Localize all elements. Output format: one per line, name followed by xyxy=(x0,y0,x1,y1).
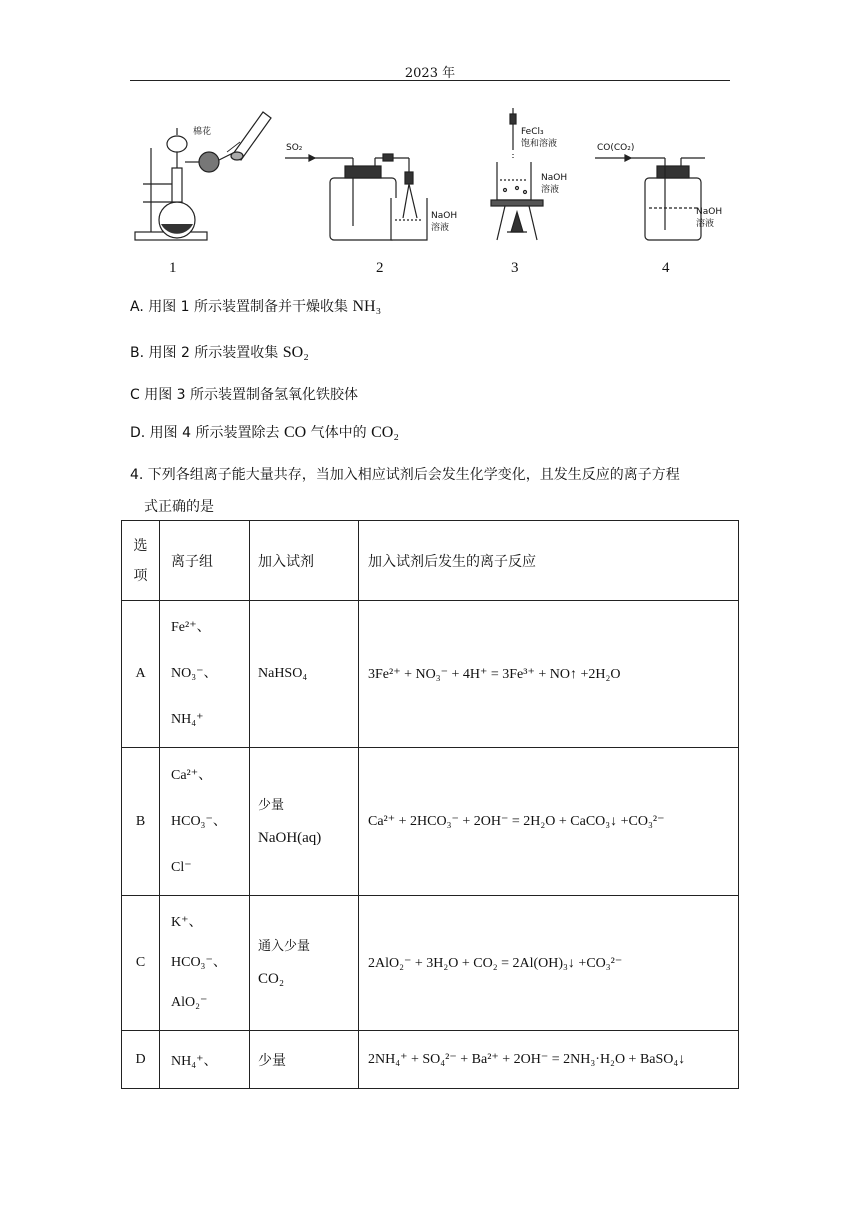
row-option: C xyxy=(122,896,160,1031)
row-ions: Fe²⁺、 NO₃⁻、 NH₄⁺ xyxy=(160,601,250,748)
table-row xyxy=(122,748,739,896)
apparatus-2 xyxy=(285,154,427,240)
row-reagent: 通入少量 CO₂ xyxy=(250,896,359,1031)
row-reagent: 少量 NaOH(aq) xyxy=(250,748,359,896)
fig4-solution-1: NaOH xyxy=(696,207,723,217)
apparatus-4 xyxy=(595,155,705,240)
row-reaction: 2AlO₂⁻ + 3H₂O + CO₂ = 2Al(OH)₃↓ +CO₃²⁻ xyxy=(359,896,739,1031)
table-header-row xyxy=(122,521,739,601)
fig2-solution-2: 溶液 xyxy=(431,223,450,233)
fig2-solution-1: NaOH xyxy=(431,211,458,221)
header-reaction: 加入试剂后发生的离子反应 xyxy=(359,521,739,601)
fig4-solution-2: 溶液 xyxy=(696,219,715,229)
fig3-reagent-1: FeCl₃ xyxy=(521,127,544,137)
row-option: A xyxy=(122,601,160,748)
fig-label-4: 4 xyxy=(662,260,670,276)
row-ions: NH₄⁺、 xyxy=(160,1031,250,1089)
fig1-note: 棉花 xyxy=(193,127,212,137)
table-row xyxy=(122,896,739,1031)
apparatus-figure xyxy=(125,100,745,280)
header-option: 选 项 xyxy=(122,521,160,601)
option-b: B. 用图 2 所示装置收集 SO₂ xyxy=(130,344,309,361)
row-reagent: NaHSO₄ xyxy=(250,601,359,748)
option-c: C 用图 3 所示装置制备氢氧化铁胶体 xyxy=(130,387,359,403)
header-rule xyxy=(130,80,730,81)
row-ions: Ca²⁺、 HCO₃⁻、 Cl⁻ xyxy=(160,748,250,896)
fig4-gas: CO(CO₂) xyxy=(597,143,635,153)
option-a: A. 用图 1 所示装置制备并干燥收集 NH₃ xyxy=(130,298,382,315)
row-reagent: 少量 xyxy=(250,1031,359,1089)
table-row xyxy=(122,601,739,748)
option-a-chem: NH₃ xyxy=(352,298,382,315)
row-option: D xyxy=(122,1031,160,1089)
table-row xyxy=(122,1031,739,1089)
row-option: B xyxy=(122,748,160,896)
question-4-stem xyxy=(130,459,735,523)
fig2-gas: SO₂ xyxy=(286,143,303,153)
ion-reaction-table xyxy=(121,520,739,1089)
fig3-reagent-2: 饱和溶液 xyxy=(521,139,558,149)
header-reagent: 加入试剂 xyxy=(250,521,359,601)
fig-label-1: 1 xyxy=(169,260,177,276)
row-reaction: 3Fe²⁺ + NO₃⁻ + 4H⁺ = 3Fe³⁺ + NO↑ +2H₂O xyxy=(359,601,739,748)
fig3-solution-2: 溶液 xyxy=(541,185,560,195)
header-ions: 离子组 xyxy=(160,521,250,601)
option-b-chem: SO₂ xyxy=(282,344,309,361)
header-year: 2023 年 xyxy=(404,66,456,81)
fig3-solution-1: NaOH xyxy=(541,173,568,183)
row-reaction: 2NH₄⁺ + SO₄²⁻ + Ba²⁺ + 2OH⁻ = 2NH₃·H₂O + BaSO₄↓ xyxy=(359,1031,739,1089)
fig-label-3: 3 xyxy=(511,260,519,276)
row-ions: K⁺、 HCO₃⁻、 AlO₂⁻ xyxy=(160,896,250,1031)
option-d: D. 用图 4 所示装置除去 CO 气体中的 CO₂ xyxy=(130,424,399,441)
stem-line-2: 式正确的是 xyxy=(144,499,214,515)
fig-label-2: 2 xyxy=(376,260,384,276)
stem-line-1: 4. 下列各组离子能大量共存，当加入相应试剂后会发生化学变化，且发生反应的离子方程 xyxy=(130,467,680,483)
row-reaction: Ca²⁺ + 2HCO₃⁻ + 2OH⁻ = 2H₂O + CaCO₃↓ +CO₃²⁻ xyxy=(359,748,739,896)
